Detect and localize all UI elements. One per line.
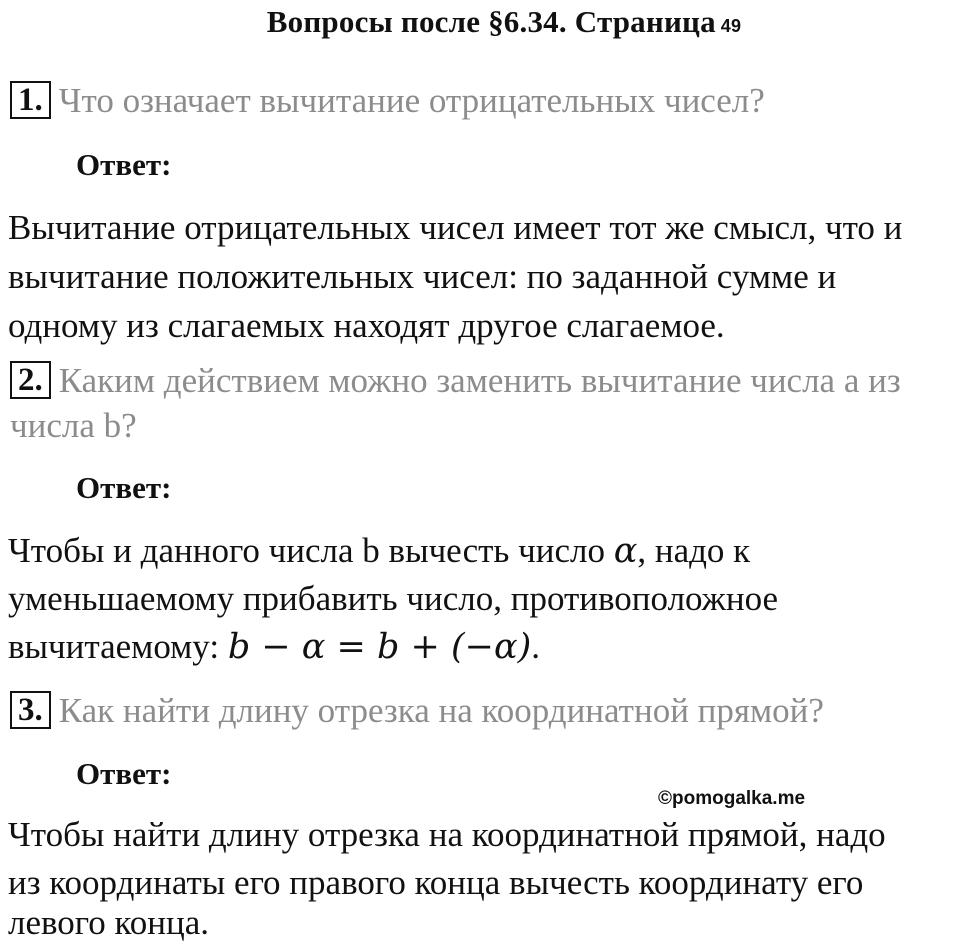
answer-1-line-3: одному из слагаемых находят другое слагаемое.	[8, 306, 725, 345]
answer-label-3: Ответ:	[76, 756, 172, 791]
answer-3-line-1: Чтобы найти длину отрезка на координатной прямой, надо	[8, 815, 886, 854]
question-3-text: Как найти длину отрезка на координатной прямой?	[58, 691, 824, 730]
answer-2-alpha: α	[613, 531, 638, 571]
answer-3-line-3: левого конца.	[8, 903, 209, 942]
answer-2-line-3-text: вычитаемому:	[8, 627, 228, 666]
page-number: 49	[720, 16, 742, 36]
question-2-text-line-1: Каким действием можно заменить вычитание числа a из	[58, 361, 901, 400]
answer-1-line-1: Вычитание отрицательных чисел имеет тот же смысл, что и	[8, 208, 903, 247]
page-title-text: Вопросы после §6.34. Страница	[266, 4, 716, 39]
answer-1-line-2: вычитание положительных чисел: по заданной сумме и	[8, 257, 837, 296]
question-2-text-line-2: числа b?	[10, 406, 137, 445]
question-1-text: Что означает вычитание отрицательных чисел?	[58, 81, 765, 120]
question-3	[10, 688, 824, 734]
answer-2-line-1	[8, 528, 750, 574]
question-number-2: 2.	[10, 361, 51, 399]
page-title	[0, 2, 960, 46]
question-2	[10, 358, 901, 404]
question-1	[10, 78, 765, 124]
question-number-1: 1.	[10, 81, 51, 119]
answer-2-line-2: уменьшаемому прибавить число, противоположное	[8, 579, 779, 618]
answer-label-1: Ответ:	[76, 147, 172, 182]
answer-2-line-3	[8, 624, 540, 670]
answer-label-2: Ответ:	[76, 470, 172, 505]
answer-2-line-1-tail: , надо к	[637, 531, 751, 570]
answer-2-line-3-tail: .	[531, 627, 541, 666]
answer-2-formula: b − α = b + (−α)	[227, 627, 532, 667]
answer-2-line-1-text: Чтобы и данного числа b вычесть число	[8, 531, 614, 570]
answer-3-line-2: из координаты его правого конца вычесть координату его	[8, 863, 864, 902]
question-number-3: 3.	[10, 691, 51, 729]
watermark: ©pomogalka.me	[658, 788, 806, 809]
